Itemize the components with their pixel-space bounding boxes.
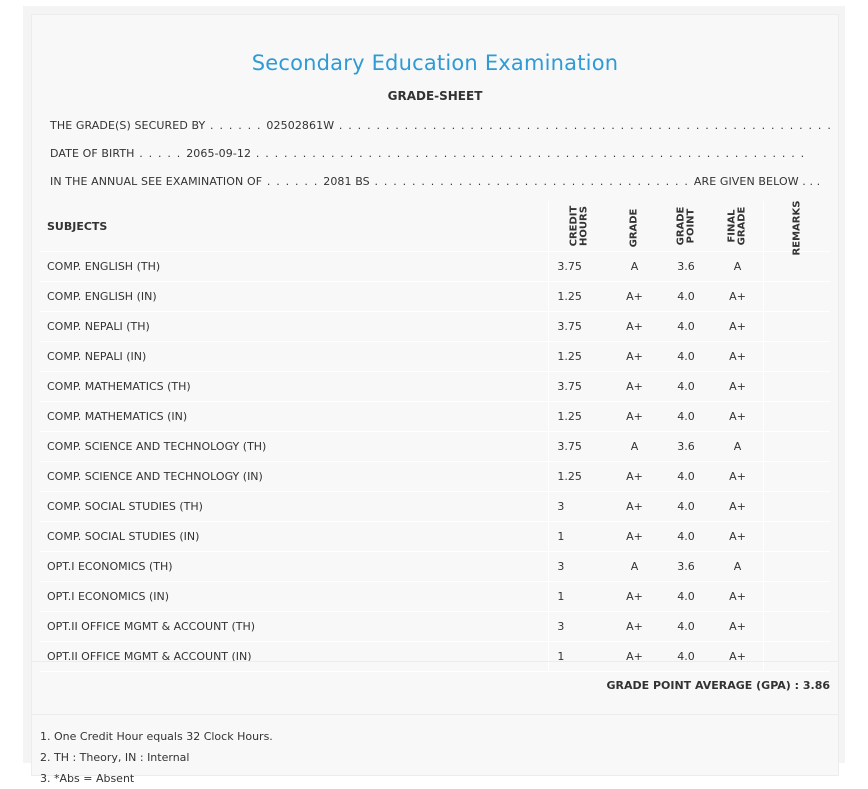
symbol-number: 02502861W bbox=[266, 119, 335, 132]
subject-cell: OPT.II OFFICE MGMT & ACCOUNT (IN) bbox=[40, 642, 549, 672]
grade-point-header bbox=[660, 201, 712, 252]
final-grade-cell: A+ bbox=[712, 612, 764, 642]
grade-point-cell: 4.0 bbox=[660, 582, 712, 612]
dots: . . . . . . . . . . . . . . . . . . . . . . . . . . . . . . . . . . . . . . . . . . . . . . . . . . . . . . . . . . . bbox=[251, 147, 806, 160]
grade-cell: A+ bbox=[609, 342, 661, 372]
exam-year-line bbox=[50, 175, 820, 188]
dob-value: 2065-09-12 bbox=[186, 147, 252, 160]
note-item: 3. *Abs = Absent bbox=[40, 772, 135, 785]
credit-cell: 3 bbox=[549, 492, 609, 522]
remarks-cell bbox=[764, 552, 830, 582]
dots: . . . . . . bbox=[205, 119, 267, 132]
grade-cell: A+ bbox=[609, 612, 661, 642]
credit-cell: 1 bbox=[549, 522, 609, 552]
subject-cell: COMP. MATHEMATICS (TH) bbox=[40, 372, 549, 402]
remarks-header-label: REMARKS bbox=[791, 200, 803, 255]
grade-cell: A bbox=[609, 552, 661, 582]
grade-cell: A bbox=[609, 432, 661, 462]
final-grade-cell: A+ bbox=[712, 492, 764, 522]
credit-cell: 3.75 bbox=[549, 252, 609, 282]
grade-cell: A+ bbox=[609, 402, 661, 432]
grade-cell: A+ bbox=[609, 582, 661, 612]
credit-cell: 3.75 bbox=[549, 312, 609, 342]
table-row bbox=[40, 462, 830, 492]
remarks-cell bbox=[764, 462, 830, 492]
note-item: 2. TH : Theory, IN : Internal bbox=[40, 751, 190, 764]
grade-cell: A+ bbox=[609, 522, 661, 552]
table-row bbox=[40, 372, 830, 402]
dots: . . . . . . . . . . . . . . . . . . . . . . . . . . . . . . . . . . . . . . . . . . . . . . . . . . . . . bbox=[334, 119, 833, 132]
table-row bbox=[40, 432, 830, 462]
final-grade-header bbox=[712, 201, 764, 252]
gradesheet-panel bbox=[31, 14, 839, 785]
grade-point-cell: 4.0 bbox=[660, 612, 712, 642]
credit-hours-header-line2: HOURS bbox=[578, 206, 590, 246]
grade-point-cell: 4.0 bbox=[660, 492, 712, 522]
subject-cell: COMP. SOCIAL STUDIES (TH) bbox=[40, 492, 549, 522]
remarks-cell bbox=[764, 342, 830, 372]
grade-header bbox=[609, 201, 661, 252]
grade-cell: A+ bbox=[609, 282, 661, 312]
table-row bbox=[40, 402, 830, 432]
given-below-label: ARE GIVEN BELOW . . . bbox=[693, 175, 821, 188]
secured-by-label: THE GRADE(S) SECURED BY bbox=[50, 119, 206, 132]
exam-title: Secondary Education Examination bbox=[251, 51, 619, 75]
grade-cell: A bbox=[609, 252, 661, 282]
remarks-cell bbox=[764, 282, 830, 312]
table-row bbox=[40, 492, 830, 522]
table-row bbox=[40, 582, 830, 612]
gradesheet-subtitle: GRADE-SHEET bbox=[387, 89, 483, 103]
subject-cell: COMP. NEPALI (TH) bbox=[40, 312, 549, 342]
gpa-row bbox=[32, 661, 838, 715]
credit-hours-header bbox=[549, 201, 609, 252]
table-row bbox=[40, 342, 830, 372]
credit-cell: 1 bbox=[549, 582, 609, 612]
grade-point-cell: 4.0 bbox=[660, 462, 712, 492]
credit-cell: 3 bbox=[549, 552, 609, 582]
subject-cell: OPT.I ECONOMICS (TH) bbox=[40, 552, 549, 582]
subject-cell: COMP. MATHEMATICS (IN) bbox=[40, 402, 549, 432]
credit-cell: 1.25 bbox=[549, 462, 609, 492]
subject-cell: OPT.I ECONOMICS (IN) bbox=[40, 582, 549, 612]
grade-cell: A+ bbox=[609, 312, 661, 342]
grade-cell: A+ bbox=[609, 642, 661, 672]
final-grade-cell: A+ bbox=[712, 402, 764, 432]
grade-cell: A+ bbox=[609, 462, 661, 492]
dob-label: DATE OF BIRTH bbox=[50, 147, 135, 160]
final-grade-cell: A+ bbox=[712, 642, 764, 672]
final-grade-header-line1: FINAL bbox=[726, 209, 738, 243]
final-grade-cell: A bbox=[712, 432, 764, 462]
credit-cell: 3 bbox=[549, 612, 609, 642]
remarks-header bbox=[764, 200, 830, 255]
subject-cell: COMP. ENGLISH (IN) bbox=[40, 282, 549, 312]
dob-line bbox=[50, 147, 805, 160]
final-grade-cell: A+ bbox=[712, 342, 764, 372]
secured-by-line bbox=[50, 119, 832, 132]
subject-cell: COMP. NEPALI (IN) bbox=[40, 342, 549, 372]
final-grade-cell: A bbox=[712, 552, 764, 582]
note-item: 1. One Credit Hour equals 32 Clock Hours. bbox=[40, 730, 273, 743]
grade-point-header-line2: POINT bbox=[685, 208, 696, 244]
credit-cell: 3.75 bbox=[549, 432, 609, 462]
dots: . . . . . bbox=[134, 147, 187, 160]
table-row bbox=[40, 312, 830, 342]
exam-year: 2081 BS bbox=[323, 175, 370, 188]
subjects-header: SUBJECTS bbox=[40, 201, 549, 252]
dots: . . . . . . bbox=[262, 175, 324, 188]
table-row bbox=[40, 612, 830, 642]
table-row bbox=[40, 552, 830, 582]
grade-point-cell: 3.6 bbox=[660, 432, 712, 462]
exam-year-label: IN THE ANNUAL SEE EXAMINATION OF bbox=[50, 175, 263, 188]
subject-cell: OPT.II OFFICE MGMT & ACCOUNT (TH) bbox=[40, 612, 549, 642]
credit-cell: 1.25 bbox=[549, 342, 609, 372]
grade-point-cell: 3.6 bbox=[660, 552, 712, 582]
table-row bbox=[40, 252, 830, 282]
final-grade-cell: A bbox=[712, 252, 764, 282]
final-grade-cell: A+ bbox=[712, 282, 764, 312]
subject-cell: COMP. SCIENCE AND TECHNOLOGY (TH) bbox=[40, 432, 549, 462]
final-grade-cell: A+ bbox=[712, 312, 764, 342]
grade-point-cell: 4.0 bbox=[660, 282, 712, 312]
gradesheet-page bbox=[23, 6, 845, 785]
gpa-value: GRADE POINT AVERAGE (GPA) : 3.86 bbox=[606, 679, 830, 692]
table-header-row bbox=[40, 201, 830, 252]
grades-table bbox=[40, 201, 830, 672]
remarks-cell bbox=[764, 492, 830, 522]
final-grade-cell: A+ bbox=[712, 522, 764, 552]
dots: . . . . . . . . . . . . . . . . . . . . . . . . . . . . . . . . . . bbox=[369, 175, 694, 188]
credit-cell: 1 bbox=[549, 642, 609, 672]
grade-header-label: GRADE bbox=[628, 208, 640, 247]
credit-cell: 1.25 bbox=[549, 402, 609, 432]
grade-point-cell: 4.0 bbox=[660, 642, 712, 672]
remarks-cell bbox=[764, 312, 830, 342]
grade-point-header-line1: GRADE bbox=[675, 206, 686, 246]
grade-cell: A+ bbox=[609, 492, 661, 522]
grade-point-cell: 4.0 bbox=[660, 372, 712, 402]
grade-point-cell: 4.0 bbox=[660, 402, 712, 432]
grade-point-cell: 3.6 bbox=[660, 252, 712, 282]
final-grade-header-line2: GRADE bbox=[736, 206, 748, 246]
remarks-cell bbox=[764, 372, 830, 402]
remarks-cell bbox=[764, 402, 830, 432]
table-row bbox=[40, 282, 830, 312]
grade-cell: A+ bbox=[609, 372, 661, 402]
remarks-cell bbox=[764, 522, 830, 552]
grade-point-cell: 4.0 bbox=[660, 522, 712, 552]
notes bbox=[40, 726, 273, 789]
final-grade-cell: A+ bbox=[712, 582, 764, 612]
grade-point-cell: 4.0 bbox=[660, 312, 712, 342]
final-grade-cell: A+ bbox=[712, 462, 764, 492]
credit-cell: 3.75 bbox=[549, 372, 609, 402]
remarks-cell bbox=[764, 252, 830, 282]
table-row bbox=[40, 522, 830, 552]
subject-cell: COMP. ENGLISH (TH) bbox=[40, 252, 549, 282]
credit-cell: 1.25 bbox=[549, 282, 609, 312]
grade-point-cell: 4.0 bbox=[660, 342, 712, 372]
remarks-cell bbox=[764, 582, 830, 612]
remarks-cell bbox=[764, 432, 830, 462]
credit-hours-header-line1: CREDIT bbox=[568, 205, 580, 247]
final-grade-cell: A+ bbox=[712, 372, 764, 402]
remarks-cell bbox=[764, 612, 830, 642]
subject-cell: COMP. SOCIAL STUDIES (IN) bbox=[40, 522, 549, 552]
subject-cell: COMP. SCIENCE AND TECHNOLOGY (IN) bbox=[40, 462, 549, 492]
